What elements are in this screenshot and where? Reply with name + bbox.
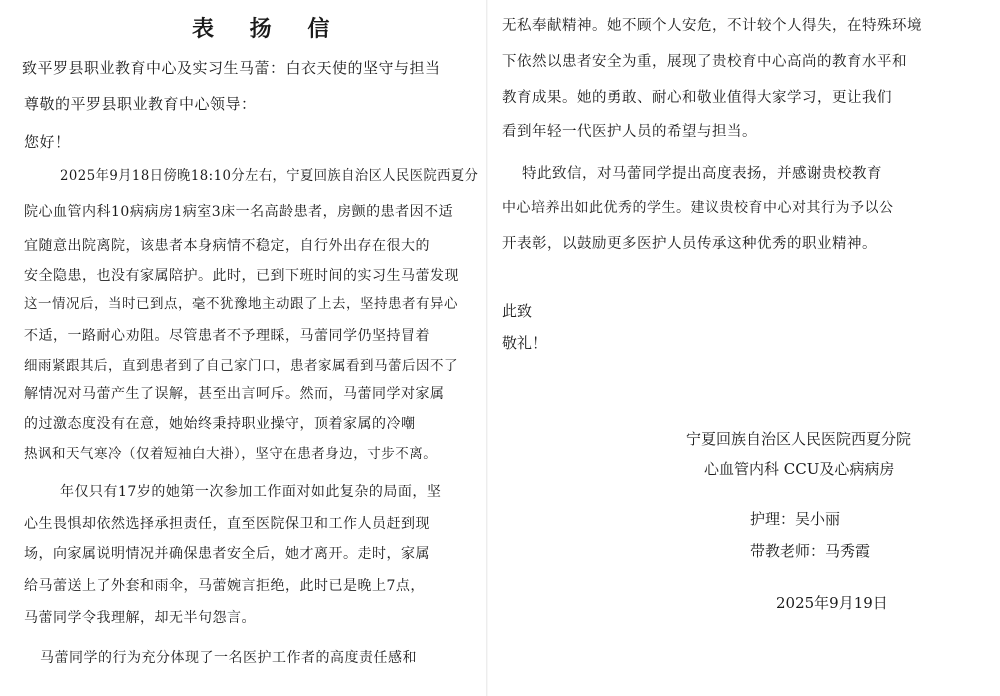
- letter-line: 不适，一路耐心劝阻。尽管患者不予理睬，马蕾同学仍坚持冒着: [24, 328, 430, 344]
- letter-line: 安全隐患，也没有家属陪护。此时，已到下班时间的实习生马蕾发现: [24, 268, 459, 284]
- letter-title: 表 扬 信: [192, 16, 344, 42]
- letter-line: 院心血管内科10病病房1病室3床一名高龄患者，房颤的患者因不适: [24, 204, 454, 220]
- signature-org-line1: 宁夏回族自治区人民医院西夏分院: [686, 430, 912, 448]
- letter-line: 马蕾同学令我理解，却无半句怨言。: [24, 610, 256, 626]
- letter-line: 开表彰，以鼓励更多医护人员传承这种优秀的职业精神。: [502, 236, 877, 252]
- letter-line: 细雨紧跟其后，直到患者到了自己家门口，患者家属看到马蕾后因不了: [24, 358, 458, 374]
- signature-org-line2: 心血管内科 CCU及心病病房: [704, 460, 895, 478]
- closing-respect: 此致: [502, 302, 533, 320]
- letter-line: 这一情况后，当时已到点，毫不犹豫地主动跟了上去，坚持患者有异心: [24, 296, 458, 312]
- letter-line: 年仅只有17岁的她第一次参加工作面对如此复杂的局面，坚: [60, 484, 442, 500]
- letter-line: 无私奉献精神。她不顾个人安危，不计较个人得失，在特殊环境: [502, 18, 922, 34]
- letter-line: 热讽和天气寒冷（仅着短袖白大褂），坚守在患者身边，寸步不离。: [24, 446, 438, 462]
- letter-line: 中心培养出如此优秀的学生。建议贵校育中心对其行为予以公: [502, 200, 894, 216]
- letter-line: 下依然以患者安全为重，展现了贵校育中心高尚的教育水平和: [502, 54, 907, 70]
- letter-page-left: [0, 0, 488, 696]
- letter-line: 看到年轻一代医护人员的希望与担当。: [502, 124, 757, 140]
- letter-line: 尊敬的平罗县职业教育中心领导：: [24, 95, 257, 113]
- letter-line: 心生畏惧却依然选择承担责任，直至医院保卫和工作人员赶到现: [24, 516, 430, 532]
- letter-line: 特此致信，对马蕾同学提出高度表扬，并感谢贵校教育: [522, 166, 882, 182]
- letter-page-right: [488, 0, 1000, 696]
- letter-line: 的过激态度没有在意，她始终秉持职业操守，顶着家属的冷嘲: [24, 416, 416, 432]
- signature-date: 2025年9月19日: [776, 594, 888, 612]
- letter-line: 教育成果。她的勇敢、耐心和敬业值得大家学习，更让我们: [502, 90, 892, 106]
- signature-teacher: 带教老师：马秀霞: [750, 542, 871, 560]
- letter-line: 解情况对马蕾产生了误解，甚至出言呵斥。然而，马蕾同学对家属: [24, 386, 445, 402]
- letter-line: 致平罗县职业教育中心及实习生马蕾：白衣天使的坚守与担当: [22, 59, 441, 77]
- letter-line: 2025年9月18日傍晚18:10分左右，宁夏回族自治区人民医院西夏分: [60, 168, 479, 184]
- letter-line: 给马蕾送上了外套和雨伞，马蕾婉言拒绝，此时已是晚上7点，: [24, 578, 425, 594]
- letter-line: 马蕾同学的行为充分体现了一名医护工作者的高度责任感和: [40, 650, 417, 666]
- letter-line: 宜随意出院离院，该患者本身病情不稳定，自行外出存在很大的: [24, 238, 430, 254]
- closing-salute: 敬礼！: [502, 334, 548, 352]
- letter-line: 场，向家属说明情况并确保患者安全后，她才离开。走时，家属: [24, 546, 430, 562]
- letter-line: 您好！: [24, 133, 71, 151]
- signature-nurse: 护理：吴小丽: [750, 510, 841, 528]
